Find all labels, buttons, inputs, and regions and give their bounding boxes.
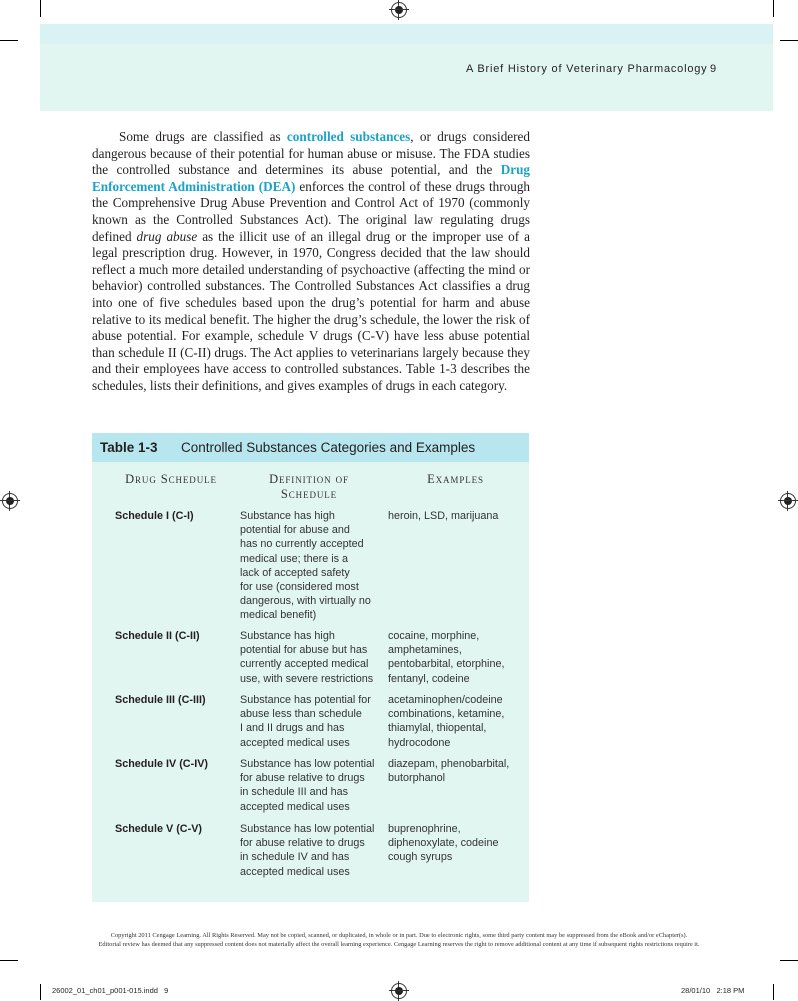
- column-header-text: Examples: [427, 472, 484, 486]
- table-caption: Controlled Substances Categories and Examples: [181, 440, 476, 455]
- column-header-examples: [388, 472, 523, 487]
- registration-mark-icon: [780, 493, 796, 509]
- crop-mark: [40, 984, 41, 1000]
- definition-line: use, with severe restrictions: [240, 672, 374, 685]
- schedule-cell: Schedule III (C-III): [115, 694, 206, 706]
- definition-line: accepted medical uses: [240, 800, 350, 813]
- definition-line: lack of accepted safety: [240, 566, 350, 579]
- crop-mark: [773, 984, 774, 1000]
- registration-mark-icon: [391, 2, 407, 18]
- examples-cell: [388, 693, 518, 750]
- key-term-dea: Drug Enforcement Administration (DEA): [92, 162, 530, 194]
- definition-line: Substance has low potential: [240, 823, 375, 835]
- definition-line: for abuse relative to drugs: [240, 837, 365, 850]
- body-text-span: as the illicit use of an illegal drug or the improper use of a legal prescription drug. However, in 1970, Congress decided that the law should reflect a much more detailed understanding of psychoactive (affecting the mind or behavior) controlled substances. The Controlled Substances Act classifies a drug into one of five schedules based upon the drug’s potential for harm and abuse relative to its medical benefit. The higher the drug’s schedule, the lower the risk of abuse potential. For example, schedule V drugs (C-V) have less abuse potential than schedule II (C-II) drugs. The Act applies to veterinarians largely because they and their employees have access to controlled substances. Table 1-3 describes the schedules, lists their definitions, and gives examples of drugs in each category.: [92, 228, 530, 393]
- definition-line: dangerous, with virtually no: [240, 595, 371, 608]
- body-text: [92, 129, 530, 395]
- file-slug: 26002_01_ch01_p001-015.indd 9: [52, 986, 169, 995]
- key-term-controlled-substances: controlled substances: [286, 129, 411, 144]
- examples-cell: [388, 629, 518, 686]
- definition-cell: [240, 509, 380, 623]
- column-header-text: Drug Schedule: [125, 472, 217, 486]
- definition-line: accepted medical uses: [240, 865, 350, 878]
- body-text-span: enforces the control of these drugs through the Comprehensive Drug Abuse Prevention and Control Act of 1970 (commonly known as the Controlled Substances Act). The original law regulating drugs defined: [92, 178, 531, 244]
- copyright-notice: [0, 931, 798, 949]
- definition-line: in schedule III and has: [240, 786, 349, 799]
- examples-line: diphenoxylate, codeine: [388, 837, 499, 850]
- body-paragraph: [92, 129, 530, 395]
- column-header-definition: [240, 472, 378, 502]
- definition-line: Substance has high: [240, 630, 335, 642]
- definition-cell: [240, 629, 380, 686]
- examples-line: thiamylal, thiopental,: [388, 722, 487, 735]
- examples-cell: [388, 757, 518, 785]
- examples-line: butorphanol: [388, 772, 446, 785]
- crop-mark: [40, 0, 41, 17]
- crop-mark: [780, 960, 798, 961]
- examples-line: diazepam, phenobarbital,: [388, 758, 510, 770]
- schedule-cell: Schedule I (C-I): [115, 510, 194, 522]
- table-label: Table 1-3: [100, 440, 158, 455]
- examples-line: heroin, LSD, marijuana: [388, 510, 499, 522]
- definition-line: potential for abuse and: [240, 524, 350, 537]
- registration-mark-icon: [2, 493, 18, 509]
- column-header-schedule: [106, 472, 236, 487]
- examples-line: pentobarbital, etorphine,: [388, 658, 505, 671]
- definition-cell: [240, 693, 380, 750]
- crop-mark: [0, 40, 18, 41]
- definition-line: abuse less than schedule: [240, 708, 362, 721]
- examples-line: cough syrups: [388, 851, 453, 864]
- definition-line: currently accepted medical: [240, 658, 369, 671]
- body-text-span: , or drugs considered dangerous because of their potential for human abuse or misuse. The FDA studies the controlled substance and determines its abuse potential, and the: [92, 129, 530, 178]
- controlled-substances-table: [92, 433, 529, 902]
- definition-line: for abuse relative to drugs: [240, 772, 365, 785]
- definition-cell: [240, 822, 380, 879]
- crop-mark: [780, 40, 798, 41]
- definition-line: I and II drugs and has: [240, 722, 345, 735]
- table-title-bar: [92, 433, 529, 462]
- running-head-title: A Brief History of Veterinary Pharmacology: [466, 63, 708, 75]
- column-header-text: Schedule: [280, 487, 338, 501]
- schedule-cell: Schedule V (C-V): [115, 823, 202, 835]
- examples-line: buprenophrine,: [388, 823, 461, 835]
- definition-line: potential for abuse but has: [240, 644, 368, 657]
- definition-line: medical benefit): [240, 609, 317, 622]
- examples-cell: [388, 822, 518, 865]
- examples-cell: [388, 509, 518, 523]
- date-slug: 28/01/10 2:18 PM: [681, 986, 745, 995]
- crop-mark: [0, 960, 18, 961]
- copyright-line: Editorial review has deemed that any suppressed content does not materially affect the overall learning experience. Cengage Learning reserves the right to remove additional content at any time if subsequent rights restrictions require it.: [98, 941, 700, 948]
- examples-line: hydrocodone: [388, 736, 451, 749]
- examples-line: amphetamines,: [388, 644, 462, 657]
- schedule-cell: Schedule II (C-II): [115, 630, 200, 642]
- body-text-span: Some drugs are classified as: [119, 129, 287, 144]
- examples-line: cocaine, morphine,: [388, 630, 480, 642]
- examples-line: acetaminophen/codeine: [388, 694, 503, 706]
- definition-line: in schedule IV and has: [240, 851, 350, 864]
- examples-line: combinations, ketamine,: [388, 708, 505, 721]
- definition-line: has no currently accepted: [240, 538, 364, 551]
- copyright-line: Copyright 2011 Cengage Learning. All Rights Reserved. May not be copied, scanned, or duplicated, in whole or in part. Due to electronic rights, some third party content may be suppressed from the eBook and/or eChapter(s).: [110, 932, 688, 939]
- definition-line: Substance has potential for: [240, 694, 371, 706]
- definition-line: medical use; there is a: [240, 552, 349, 565]
- examples-line: fentanyl, codeine: [388, 672, 470, 685]
- registration-mark-icon: [391, 983, 407, 999]
- definition-line: Substance has high: [240, 510, 335, 522]
- schedule-cell: Schedule IV (C-IV): [115, 758, 208, 770]
- column-header-text: Definition of: [269, 472, 349, 486]
- definition-line: accepted medical uses: [240, 736, 350, 749]
- definition-line: for use (considered most: [240, 581, 359, 594]
- definition-line: Substance has low potential: [240, 758, 375, 770]
- page-number: 9: [710, 63, 717, 75]
- emphasis-drug-abuse: drug abuse: [136, 228, 198, 244]
- definition-cell: [240, 757, 380, 814]
- crop-mark: [773, 0, 774, 17]
